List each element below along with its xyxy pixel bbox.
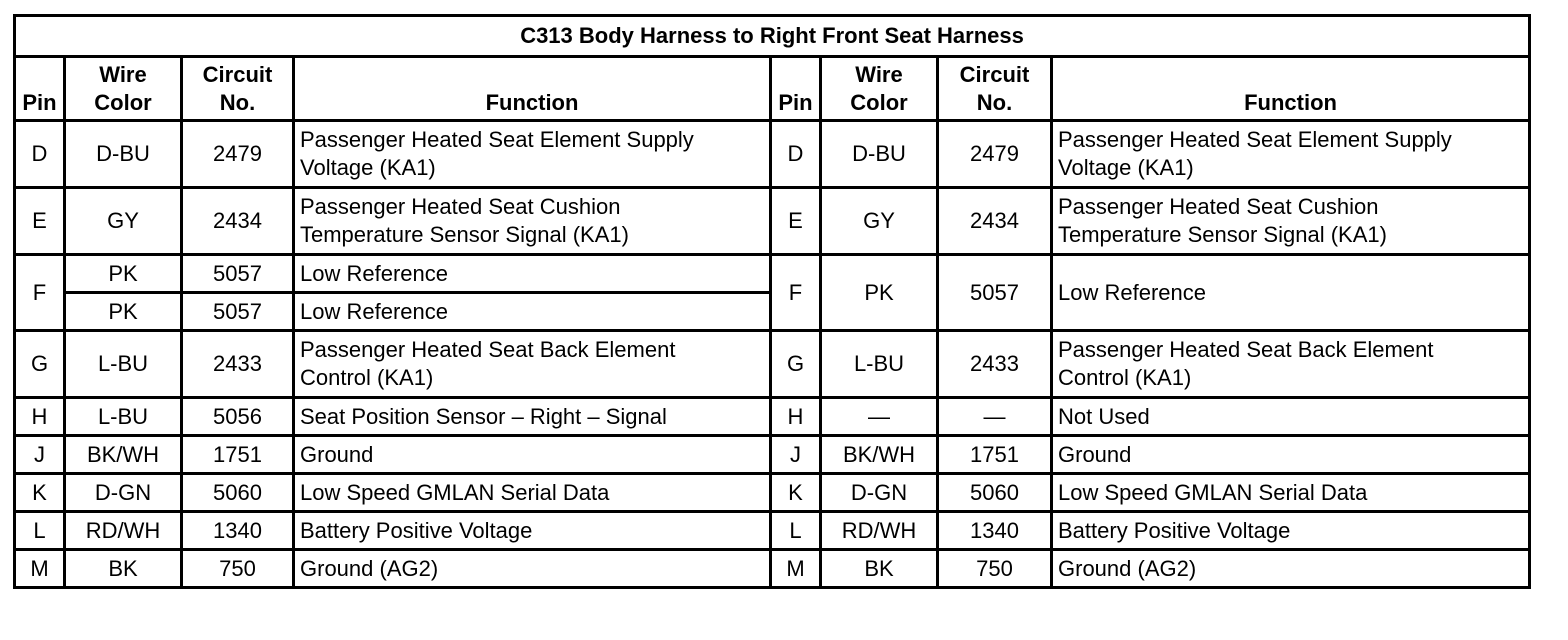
pin-cell: H <box>771 398 821 436</box>
circuit-cell: — <box>938 398 1052 436</box>
header-wire-color-l1: Wire <box>855 62 903 87</box>
pin-cell: K <box>771 474 821 512</box>
circuit-cell: 2479 <box>938 121 1052 188</box>
function-line: Passenger Heated Seat Cushion <box>1058 194 1379 219</box>
function-cell: Low Reference <box>294 293 771 331</box>
function-cell: Not Used <box>1052 398 1530 436</box>
pin-cell: J <box>15 436 65 474</box>
pin-cell: D <box>771 121 821 188</box>
function-cell <box>294 188 771 255</box>
table-row <box>15 436 1530 474</box>
circuit-cell: 5057 <box>938 255 1052 331</box>
wire-color-cell: PK <box>65 293 182 331</box>
header-wire-color-l2: Color <box>94 90 152 115</box>
header-circuit-no <box>182 57 294 121</box>
pin-cell: E <box>771 188 821 255</box>
wire-color-cell: BK/WH <box>821 436 938 474</box>
wire-color-cell: RD/WH <box>821 512 938 550</box>
wire-color-cell: L-BU <box>821 331 938 398</box>
pin-cell: K <box>15 474 65 512</box>
pin-cell: L <box>15 512 65 550</box>
header-function: Function <box>294 57 771 121</box>
circuit-cell: 750 <box>938 550 1052 588</box>
wire-color-cell: GY <box>821 188 938 255</box>
header-circuit-l2: No. <box>976 90 1013 115</box>
pin-cell: D <box>15 121 65 188</box>
pin-cell: L <box>771 512 821 550</box>
function-cell <box>294 331 771 398</box>
function-line: Passenger Heated Seat Cushion <box>300 194 621 219</box>
circuit-cell: 5060 <box>938 474 1052 512</box>
circuit-cell: 2433 <box>182 331 294 398</box>
table-row <box>15 550 1530 588</box>
function-cell: Low Reference <box>1052 255 1530 331</box>
pin-table <box>13 14 1531 589</box>
header-pin: Pin <box>771 57 821 121</box>
header-wire-color <box>65 57 182 121</box>
wire-color-cell: RD/WH <box>65 512 182 550</box>
table-row <box>15 188 1530 255</box>
function-cell <box>1052 121 1530 188</box>
wire-color-cell: D-BU <box>821 121 938 188</box>
function-cell <box>1052 188 1530 255</box>
function-line: Temperature Sensor Signal (KA1) <box>1058 222 1387 247</box>
header-circuit-no <box>938 57 1052 121</box>
function-line: Control (KA1) <box>300 365 434 390</box>
pin-cell: M <box>15 550 65 588</box>
header-pin: Pin <box>15 57 65 121</box>
function-cell: Low Speed GMLAN Serial Data <box>1052 474 1530 512</box>
function-line: Temperature Sensor Signal (KA1) <box>300 222 629 247</box>
header-circuit-l2: No. <box>219 90 256 115</box>
table-row <box>15 255 1530 293</box>
wire-color-cell: D-GN <box>65 474 182 512</box>
header-circuit-l1: Circuit <box>202 62 273 87</box>
circuit-cell: 5060 <box>182 474 294 512</box>
circuit-cell: 5056 <box>182 398 294 436</box>
pin-cell: H <box>15 398 65 436</box>
header-row <box>15 57 1530 121</box>
circuit-cell: 1751 <box>182 436 294 474</box>
table-row <box>15 512 1530 550</box>
circuit-cell: 2434 <box>182 188 294 255</box>
function-line: Voltage (KA1) <box>1058 155 1194 180</box>
function-line: Passenger Heated Seat Element Supply <box>300 127 694 152</box>
table-row <box>15 398 1530 436</box>
circuit-cell: 1340 <box>182 512 294 550</box>
function-cell: Ground (AG2) <box>1052 550 1530 588</box>
circuit-cell: 2479 <box>182 121 294 188</box>
function-line: Passenger Heated Seat Back Element <box>1058 337 1434 362</box>
wire-color-cell: — <box>821 398 938 436</box>
circuit-cell: 2434 <box>938 188 1052 255</box>
function-line: Control (KA1) <box>1058 365 1192 390</box>
function-cell: Low Reference <box>294 255 771 293</box>
pin-cell: G <box>771 331 821 398</box>
wire-color-cell: PK <box>65 255 182 293</box>
function-line: Passenger Heated Seat Back Element <box>300 337 676 362</box>
wire-color-cell: BK/WH <box>65 436 182 474</box>
function-cell <box>294 121 771 188</box>
wire-color-cell: GY <box>65 188 182 255</box>
table-title: C313 Body Harness to Right Front Seat Harness <box>15 16 1530 57</box>
wire-color-cell: D-BU <box>65 121 182 188</box>
function-cell: Ground (AG2) <box>294 550 771 588</box>
function-cell: Battery Positive Voltage <box>1052 512 1530 550</box>
pin-cell: E <box>15 188 65 255</box>
wire-color-cell: L-BU <box>65 331 182 398</box>
circuit-cell: 5057 <box>182 255 294 293</box>
pin-cell: G <box>15 331 65 398</box>
pin-cell: F <box>15 255 65 331</box>
circuit-cell: 5057 <box>182 293 294 331</box>
circuit-cell: 1340 <box>938 512 1052 550</box>
header-wire-color <box>821 57 938 121</box>
function-cell: Ground <box>1052 436 1530 474</box>
table-row <box>15 331 1530 398</box>
function-cell <box>1052 331 1530 398</box>
pin-cell: F <box>771 255 821 331</box>
pin-cell: J <box>771 436 821 474</box>
wire-color-cell: BK <box>821 550 938 588</box>
wire-color-cell: L-BU <box>65 398 182 436</box>
header-function: Function <box>1052 57 1530 121</box>
wire-color-cell: PK <box>821 255 938 331</box>
circuit-cell: 1751 <box>938 436 1052 474</box>
pin-cell: M <box>771 550 821 588</box>
function-cell: Battery Positive Voltage <box>294 512 771 550</box>
function-line: Passenger Heated Seat Element Supply <box>1058 127 1452 152</box>
function-cell: Seat Position Sensor – Right – Signal <box>294 398 771 436</box>
function-cell: Ground <box>294 436 771 474</box>
wire-color-cell: BK <box>65 550 182 588</box>
header-wire-color-l2: Color <box>850 90 908 115</box>
wire-color-cell: D-GN <box>821 474 938 512</box>
circuit-cell: 2433 <box>938 331 1052 398</box>
circuit-cell: 750 <box>182 550 294 588</box>
header-circuit-l1: Circuit <box>959 62 1030 87</box>
table-row <box>15 121 1530 188</box>
function-cell: Low Speed GMLAN Serial Data <box>294 474 771 512</box>
table-row <box>15 474 1530 512</box>
function-line: Voltage (KA1) <box>300 155 436 180</box>
header-wire-color-l1: Wire <box>99 62 147 87</box>
